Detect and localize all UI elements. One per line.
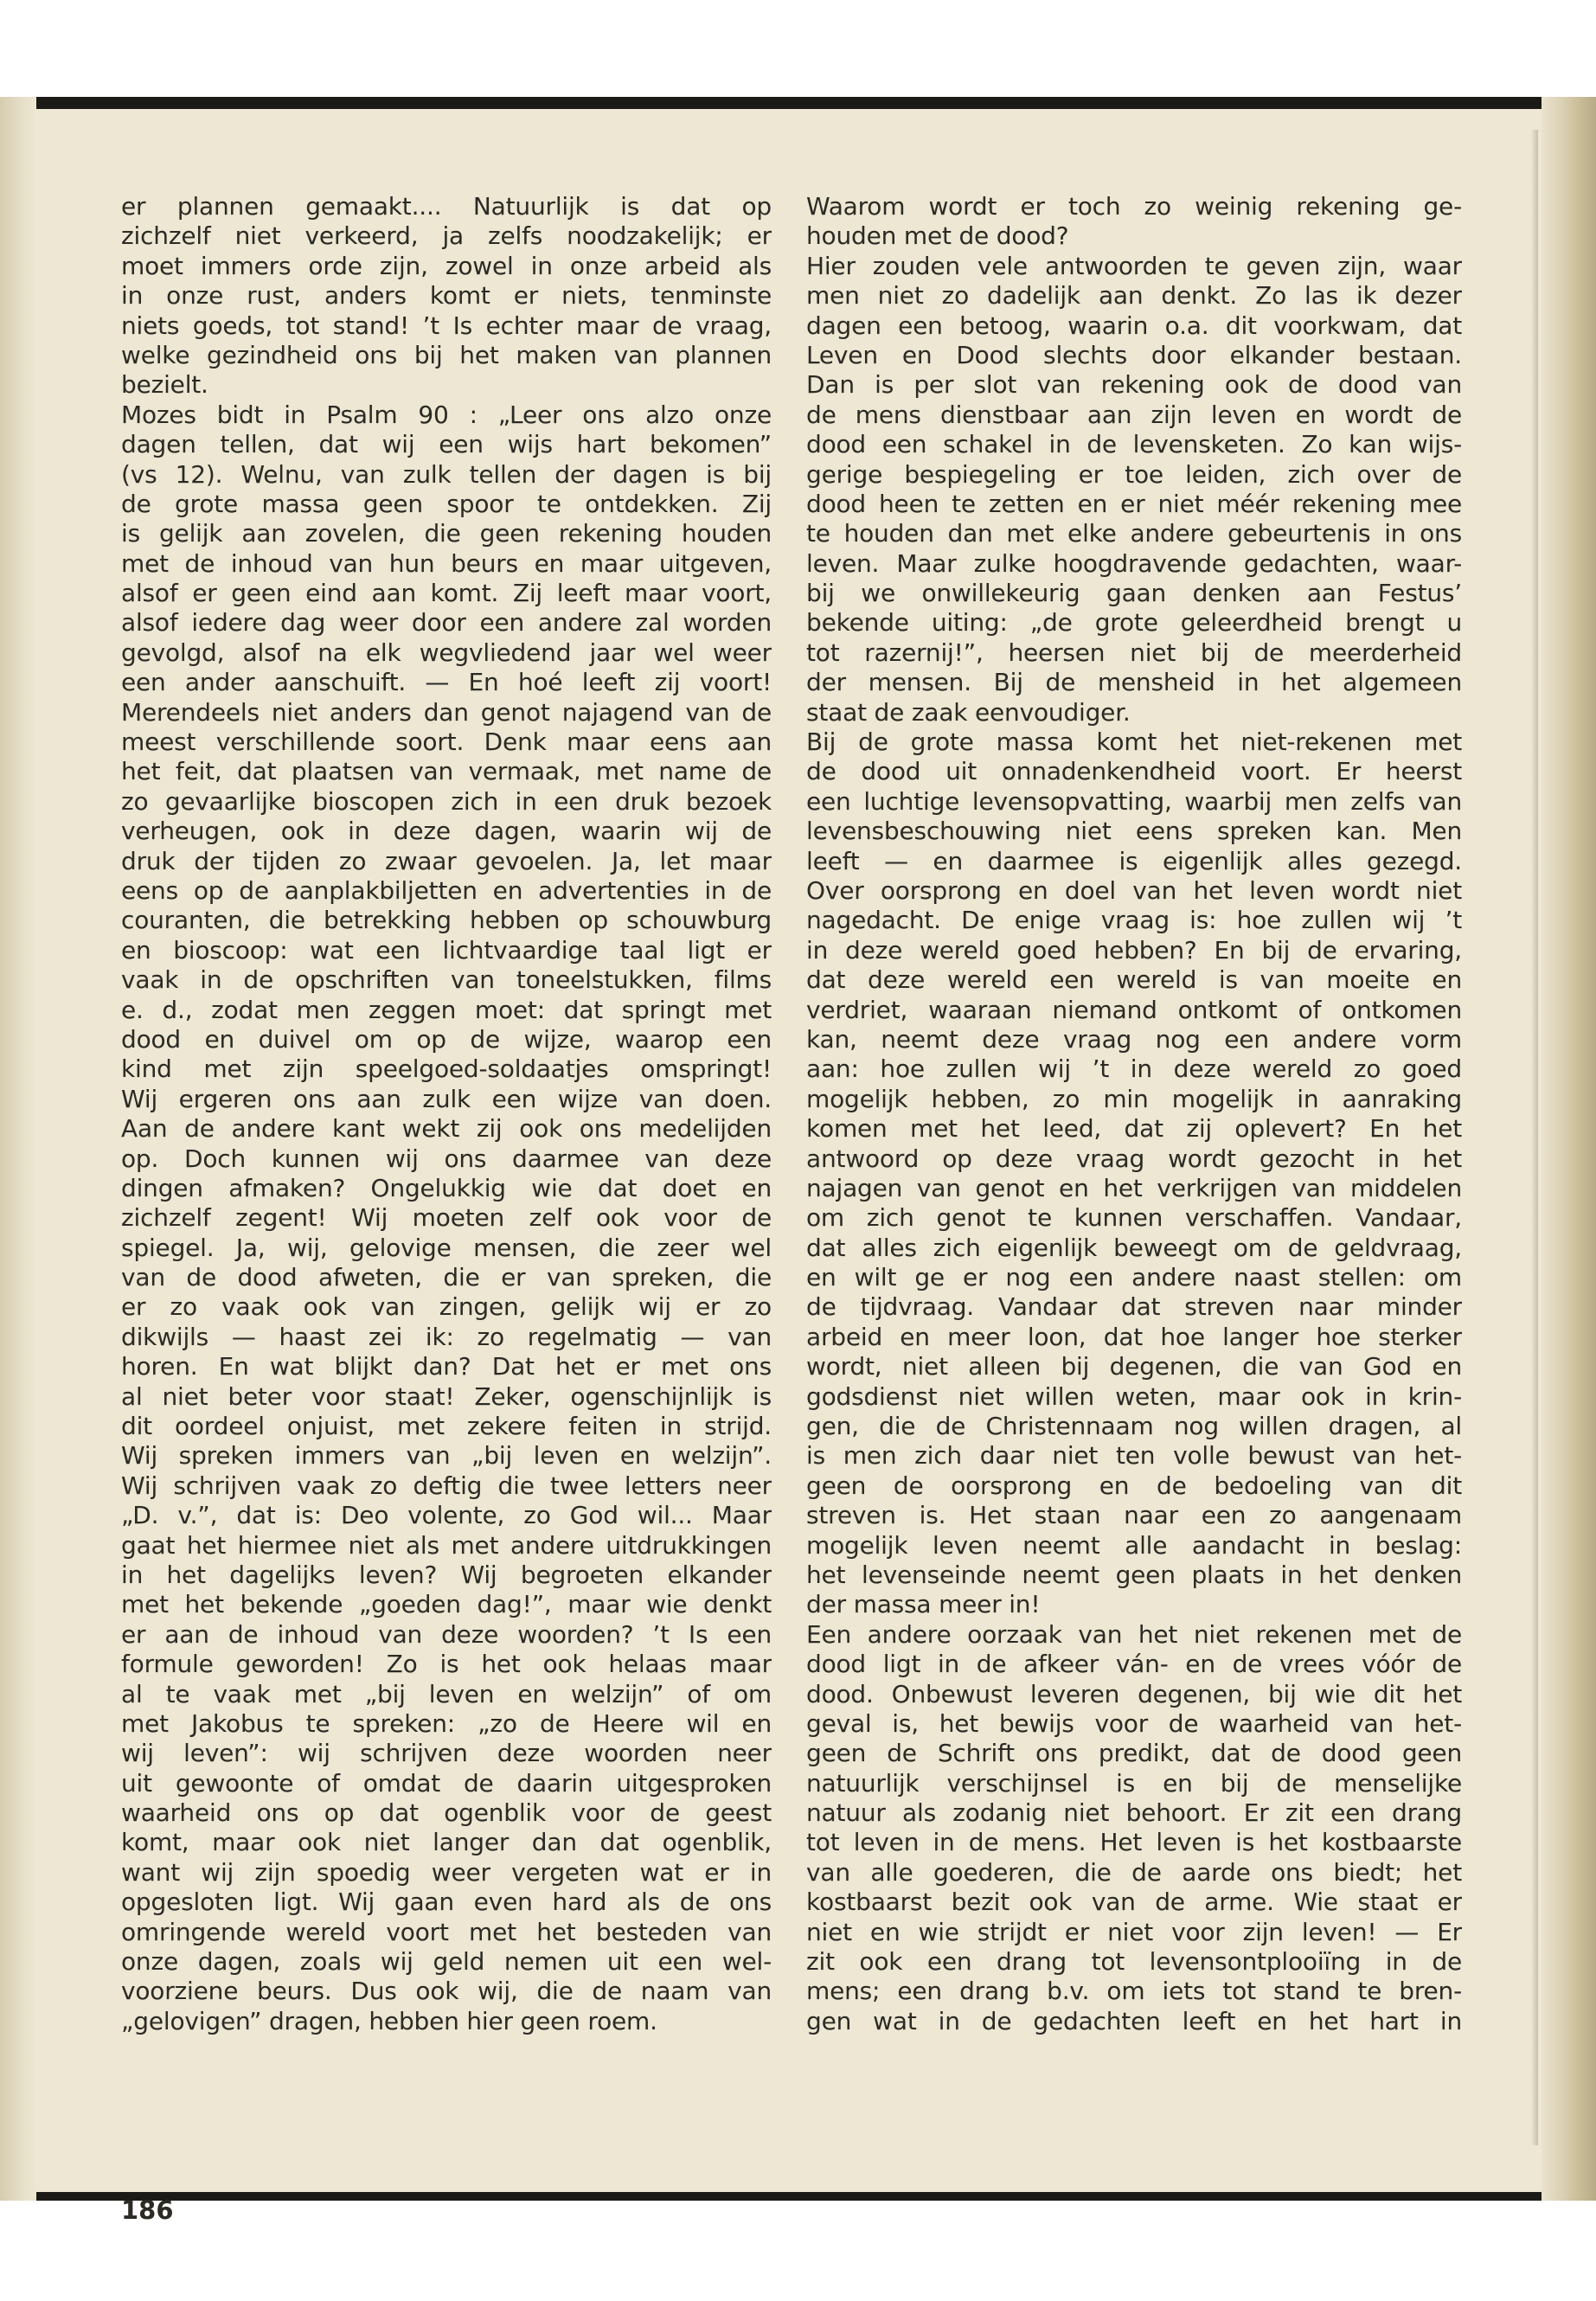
text-line: er zo vaak ook van zingen, gelijk wij er zo [121, 1292, 772, 1322]
text-line: bekende uiting: „de grote geleerdheid brengt u [806, 608, 1462, 638]
text-line: tot leven in de mens. Het leven is het kostbaarste [806, 1828, 1462, 1857]
text-line: Wij ergeren ons aan zulk een wijze van doen. [121, 1084, 772, 1113]
text-line: geval is, het bewijs voor de waarheid van het- [806, 1708, 1462, 1738]
text-line: dood een schakel in de levensketen. Zo kan wijs- [806, 430, 1462, 459]
text-line: mens; een drang b.v. om iets tot stand te bren- [806, 1977, 1462, 2006]
text-line: dit oordeel onjuist, met zekere feiten in strijd. [121, 1412, 772, 1441]
text-line: opgesloten ligt. Wij gaan even hard als de ons [121, 1888, 772, 1917]
text-line: zichzelf zegent! Wij moeten zelf ook voor de [121, 1203, 772, 1233]
text-line: „D. v.”, dat is: Deo volente, zo God wil... Maar [121, 1501, 772, 1530]
text-line: dood ligt in de afkeer ván- en de vrees vóór de [806, 1650, 1462, 1679]
text-line: meest verschillende soort. Denk maar eens aan [121, 727, 772, 757]
text-line: natuurlijk verschijnsel is en bij de menselijke [806, 1768, 1462, 1798]
page-left-edge [0, 97, 36, 2201]
text-line: waarheid ons op dat ogenblik voor de geest [121, 1798, 772, 1828]
text-line: met de inhoud van hun beurs en maar uitgeven, [121, 548, 772, 578]
text-line: men niet zo dadelijk aan denkt. Zo las ik dezer [806, 281, 1462, 311]
text-line: nagedacht. De enige vraag is: hoe zullen wij ’t [806, 906, 1462, 935]
text-line: niet en wie strijdt er niet voor zijn leven! — Er [806, 1917, 1462, 1946]
text-line: niets goeds, tot stand! ’t Is echter maar de vraag, [121, 311, 772, 340]
text-line: de tijdvraag. Vandaar dat streven naar minder [806, 1292, 1462, 1322]
text-line: de grote massa geen spoor te ontdekken. Zij [121, 489, 772, 518]
text-line: zit ook een drang tot levensontplooiïng in de [806, 1947, 1462, 1977]
text-line: dat alles zich eigenlijk beweegt om de geldvraag, [806, 1233, 1462, 1262]
text-line: de dood uit onnadenkendheid voort. Er heerst [806, 757, 1462, 786]
text-line: e. d., zodat men zeggen moet: dat springt met [121, 995, 772, 1024]
text-line: druk der tijden zo zwaar gevoelen. Ja, let maar [121, 846, 772, 875]
text-line: Merendeels niet anders dan genot najagend van de [121, 697, 772, 727]
text-line: zichzelf niet verkeerd, ja zelfs noodzakelijk; er [121, 221, 772, 251]
text-line: dat deze wereld een wereld is van moeite en [806, 965, 1462, 995]
text-line: formule geworden! Zo is het ook helaas maar [121, 1650, 772, 1679]
text-column-right [806, 192, 1462, 2043]
text-line: Dan is per slot van rekening ook de dood van [806, 370, 1462, 400]
text-line: dingen afmaken? Ongelukkig wie dat doet en [121, 1173, 772, 1202]
text-line: verdriet, waaraan niemand ontkomt of ontkomen [806, 995, 1462, 1024]
text-line: „gelovigen” dragen, hebben hier geen roem. [121, 2006, 657, 2035]
text-line: al niet beter voor staat! Zeker, ogenschijnlijk is [121, 1381, 772, 1411]
text-line: omringende wereld voort met het besteden van [121, 1917, 772, 1946]
text-line: der massa meer in! [806, 1590, 1041, 1619]
text-line: want wij zijn spoedig weer vergeten wat er in [121, 1857, 772, 1887]
text-line: kostbaarst bezit ook van de arme. Wie staat er [806, 1888, 1462, 1917]
text-line: horen. En wat blijkt dan? Dat het er met ons [121, 1352, 772, 1381]
text-line: streven is. Het staan naar een zo aangenaam [806, 1501, 1462, 1530]
text-line: in onze rust, anders komt er niets, tenminste [121, 281, 772, 311]
text-line: gerige bespiegeling er toe leiden, zich over de [806, 459, 1462, 489]
text-line: leven. Maar zulke hoogdravende gedachten, waar- [806, 548, 1462, 578]
text-line: bezielt. [121, 370, 208, 400]
text-line: met het bekende „goeden dag!”, maar wie denkt [121, 1590, 772, 1619]
text-line: van alle goederen, die de aarde ons biedt; het [806, 1857, 1462, 1887]
text-line: zo gevaarlijke bioscopen zich in een druk bezoek [121, 786, 772, 816]
text-line: vaak in de opschriften van toneelstukken, films [121, 965, 772, 995]
text-line: het feit, dat plaatsen van vermaak, met name de [121, 757, 772, 786]
text-line: dikwijls — haast zei ik: zo regelmatig — van [121, 1322, 772, 1351]
text-line: wij leven”: wij schrijven deze woorden neer [121, 1739, 772, 1768]
text-line: dagen een betoog, waarin o.a. dit voorkwam, dat [806, 311, 1462, 340]
text-line: levensbeschouwing niet eens spreken kan. Men [806, 817, 1462, 846]
text-line: er plannen gemaakt.... Natuurlijk is dat op [121, 192, 772, 221]
text-column-left [121, 192, 772, 2043]
text-line: kind met zijn speelgoed-soldaatjes omspringt! [121, 1054, 772, 1084]
text-line: Wij spreken immers van „bij leven en welzijn”. [121, 1441, 772, 1471]
text-line: welke gezindheid ons bij het maken van plannen [121, 340, 772, 369]
text-line: dood en duivel om op de wijze, waarop een [121, 1024, 772, 1054]
text-line: gen, die de Christennaam nog willen dragen, al [806, 1412, 1462, 1441]
text-line: dood heen te zetten en er niet méér rekening mee [806, 489, 1462, 518]
text-line: het levenseinde neemt geen plaats in het denken [806, 1560, 1462, 1589]
text-line: is gelijk aan zovelen, die geen rekening houden [121, 519, 772, 548]
text-line: der mensen. Bij de mensheid in het algemeen [806, 668, 1462, 697]
text-line: Hier zouden vele antwoorden te geven zijn, waar [806, 251, 1462, 280]
text-line: arbeid en meer loon, dat hoe langer hoe sterker [806, 1322, 1462, 1351]
text-line: komen met het leed, dat zij oplevert? En het [806, 1114, 1462, 1144]
text-line: couranten, die betrekking hebben op schouwburg [121, 906, 772, 935]
text-line: Over oorsprong en doel van het leven wordt niet [806, 875, 1462, 905]
page-number: 186 [121, 2195, 174, 2225]
text-line: tot razernij!”, heersen niet bij de meerderheid [806, 638, 1462, 667]
text-line: er aan de inhoud van deze woorden? ’t Is een [121, 1619, 772, 1649]
text-line: Waarom wordt er toch zo weinig rekening ge- [806, 192, 1462, 221]
text-line: verheugen, ook in deze dagen, waarin wij de [121, 817, 772, 846]
text-line: onze dagen, zoals wij geld nemen uit een wel- [121, 1947, 772, 1977]
text-line: in deze wereld goed hebben? En bij de ervaring, [806, 935, 1462, 965]
text-line: een luchtige levensopvatting, waarbij men zelfs van [806, 786, 1462, 816]
text-line: Mozes bidt in Psalm 90 : „Leer ons alzo onze [121, 400, 772, 429]
text-line: alsof er geen eind aan komt. Zij leeft maar voort, [121, 579, 772, 608]
text-line: bij we onwillekeurig gaan denken aan Festus’ [806, 579, 1462, 608]
text-line: een ander aanschuift. — En hoé leeft zij voort! [121, 668, 772, 697]
text-line: Aan de andere kant wekt zij ook ons medelijden [121, 1114, 772, 1144]
text-line: is men zich daar niet ten volle bewust van het- [806, 1441, 1462, 1471]
text-line: (vs 12). Welnu, van zulk tellen der dagen is bij [121, 459, 772, 489]
text-line: Bij de grote massa komt het niet-rekenen met [806, 727, 1462, 757]
text-line: mogelijk hebben, zo min mogelijk in aanraking [806, 1084, 1462, 1113]
text-line: dagen tellen, dat wij een wijs hart bekomen” [121, 430, 772, 459]
text-line: geen de oorsprong en de bedoeling van dit [806, 1471, 1462, 1500]
text-line: gen wat in de gedachten leeft en het hart in [806, 2006, 1462, 2035]
text-line: godsdienst niet willen weten, maar ook in krin- [806, 1381, 1462, 1411]
text-line: met Jakobus te spreken: „zo de Heere wil en [121, 1708, 772, 1738]
text-line: gaat het hiermee niet als met andere uitdrukkingen [121, 1530, 772, 1560]
text-line: te houden dan met elke andere gebeurtenis in ons [806, 519, 1462, 548]
text-line: Leven en Dood slechts door elkander bestaan. [806, 340, 1462, 369]
page-binding-edge [1542, 97, 1596, 2201]
text-line: de mens dienstbaar aan zijn leven en wordt de [806, 400, 1462, 429]
text-line: in het dagelijks leven? Wij begroeten elkander [121, 1560, 772, 1589]
text-line: en wilt ge er nog een andere naast stellen: om [806, 1263, 1462, 1292]
text-line: houden met de dood? [806, 221, 1069, 251]
text-line: van de dood afweten, die er van spreken, die [121, 1263, 772, 1292]
text-line: aan: hoe zullen wij ’t in deze wereld zo goed [806, 1054, 1462, 1084]
text-line: komt, maar ook niet langer dan dat ogenblik, [121, 1828, 772, 1857]
text-line: Wij schrijven vaak zo deftig die twee letters neer [121, 1471, 772, 1500]
text-line: geen de Schrift ons predikt, dat de dood geen [806, 1739, 1462, 1768]
text-line: najagen van genot en het verkrijgen van middelen [806, 1173, 1462, 1202]
page-gutter-shadow [1531, 130, 1538, 2145]
text-line: leeft — en daarmee is eigenlijk alles gezegd. [806, 846, 1462, 875]
text-line: uit gewoonte of omdat de daarin uitgesproken [121, 1768, 772, 1798]
text-line: mogelijk leven neemt alle aandacht in beslag: [806, 1530, 1462, 1560]
text-line: al te vaak met „bij leven en welzijn” of om [121, 1679, 772, 1708]
text-line: om zich genot te kunnen verschaffen. Vandaar, [806, 1203, 1462, 1233]
text-line: staat de zaak eenvoudiger. [806, 697, 1131, 727]
text-line: natuur als zodanig niet behoort. Er zit een drang [806, 1798, 1462, 1828]
text-line: Een andere oorzaak van het niet rekenen met de [806, 1619, 1462, 1649]
text-line: voorziene beurs. Dus ook wij, die de naam van [121, 1977, 772, 2006]
text-line: wordt, niet alleen bij degenen, die van God en [806, 1352, 1462, 1381]
text-line: kan, neemt deze vraag nog een andere vorm [806, 1024, 1462, 1054]
text-line: alsof iedere dag weer door een andere zal worden [121, 608, 772, 638]
text-line: dood. Onbewust leveren degenen, bij wie dit het [806, 1679, 1462, 1708]
text-line: spiegel. Ja, wij, gelovige mensen, die zeer wel [121, 1233, 772, 1262]
text-line: moet immers orde zijn, zowel in onze arbeid als [121, 251, 772, 280]
text-line: antwoord op deze vraag wordt gezocht in het [806, 1144, 1462, 1173]
text-line: op. Doch kunnen wij ons daarmee van deze [121, 1144, 772, 1173]
text-line: gevolgd, alsof na elk wegvliedend jaar wel weer [121, 638, 772, 667]
text-line: eens op de aanplakbiljetten en advertenties in de [121, 875, 772, 905]
text-line: en bioscoop: wat een lichtvaardige taal ligt er [121, 935, 772, 965]
